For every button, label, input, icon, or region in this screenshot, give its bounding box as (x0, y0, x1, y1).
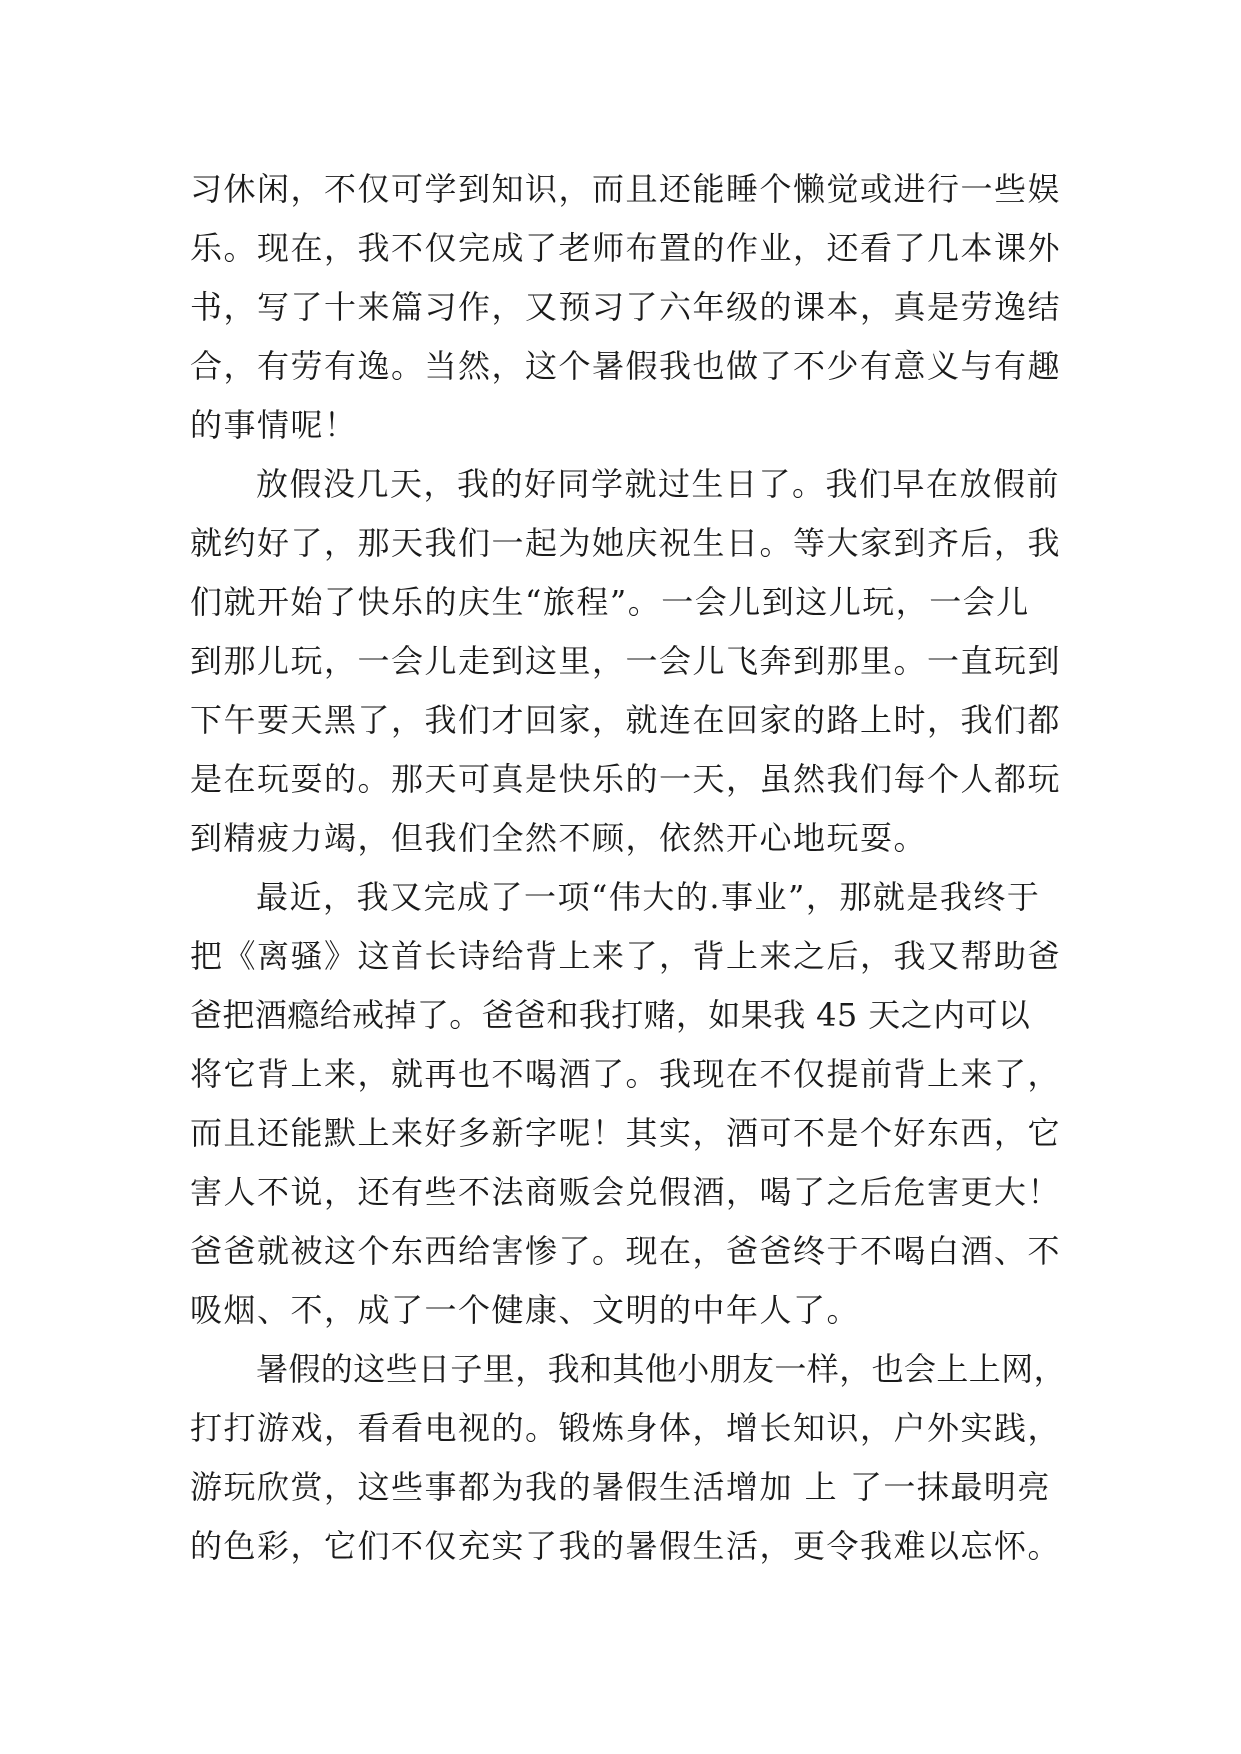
text-line: 爸把酒瘾给戒掉了。爸爸和我打赌，如果我 45 天之内可以 (190, 996, 1031, 1034)
text-line: 的色彩，它们不仅充实了我的暑假生活，更令我难以忘怀。 (190, 1527, 1062, 1565)
text-line: 游玩欣赏，这些事都为我的暑假生活增加 上 了一抹最明亮 (190, 1468, 1051, 1506)
text-line: 打打游戏，看看电视的。锻炼身体，增长知识，户外实践， (190, 1409, 1062, 1447)
text-line: 吸烟、不，成了一个健康、文明的中年人了。 (190, 1291, 861, 1329)
text-line: 把《离骚》这首长诗给背上来了，背上来之后，我又帮助爸 (190, 937, 1062, 975)
text-line: 到精疲力竭，但我们全然不顾，依然开心地玩耍。 (190, 819, 928, 857)
text-line: 习休闲，不仅可学到知识，而且还能睡个懒觉或进行一些娱 (190, 170, 1062, 208)
text-line: 将它背上来，就再也不喝酒了。我现在不仅提前背上来了， (190, 1055, 1062, 1093)
text-line: 下午要天黑了，我们才回家，就连在回家的路上时，我们都 (190, 701, 1062, 739)
text-line: 害人不说，还有些不法商贩会兑假酒，喝了之后危害更大！ (190, 1173, 1062, 1211)
text-line: 的事情呢！ (190, 406, 358, 444)
paragraph-first-line: 暑假的这些日子里，我和其他小朋友一样，也会上上网， (256, 1350, 1067, 1388)
text-line: 是在玩耍的。那天可真是快乐的一天，虽然我们每个人都玩 (190, 760, 1062, 798)
paragraph-first-line: 放假没几天，我的好同学就过生日了。我们早在放假前 (256, 465, 1061, 503)
text-line: 到那儿玩，一会儿走到这里，一会儿飞奔到那里。一直玩到 (190, 642, 1062, 680)
text-line: 爸爸就被这个东西给害惨了。现在，爸爸终于不喝白酒、不 (190, 1232, 1062, 1270)
paragraph-first-line: 最近，我又完成了一项“伟大的.事业”，那就是我终于 (256, 878, 1041, 916)
text-line: 就约好了，那天我们一起为她庆祝生日。等大家到齐后，我 (190, 524, 1062, 562)
text-line: 合，有劳有逸。当然，这个暑假我也做了不少有意义与有趣 (190, 347, 1062, 385)
text-line: 们就开始了快乐的庆生“旅程”。一会儿到这儿玩，一会儿 (190, 583, 1030, 621)
text-line: 乐。现在，我不仅完成了老师布置的作业，还看了几本课外 (190, 229, 1062, 267)
text-line: 而且还能默上来好多新字呢！其实，酒可不是个好东西，它 (190, 1114, 1062, 1152)
text-line: 书，写了十来篇习作，又预习了六年级的课本，真是劳逸结 (190, 288, 1062, 326)
essay-body (190, 160, 1070, 1576)
